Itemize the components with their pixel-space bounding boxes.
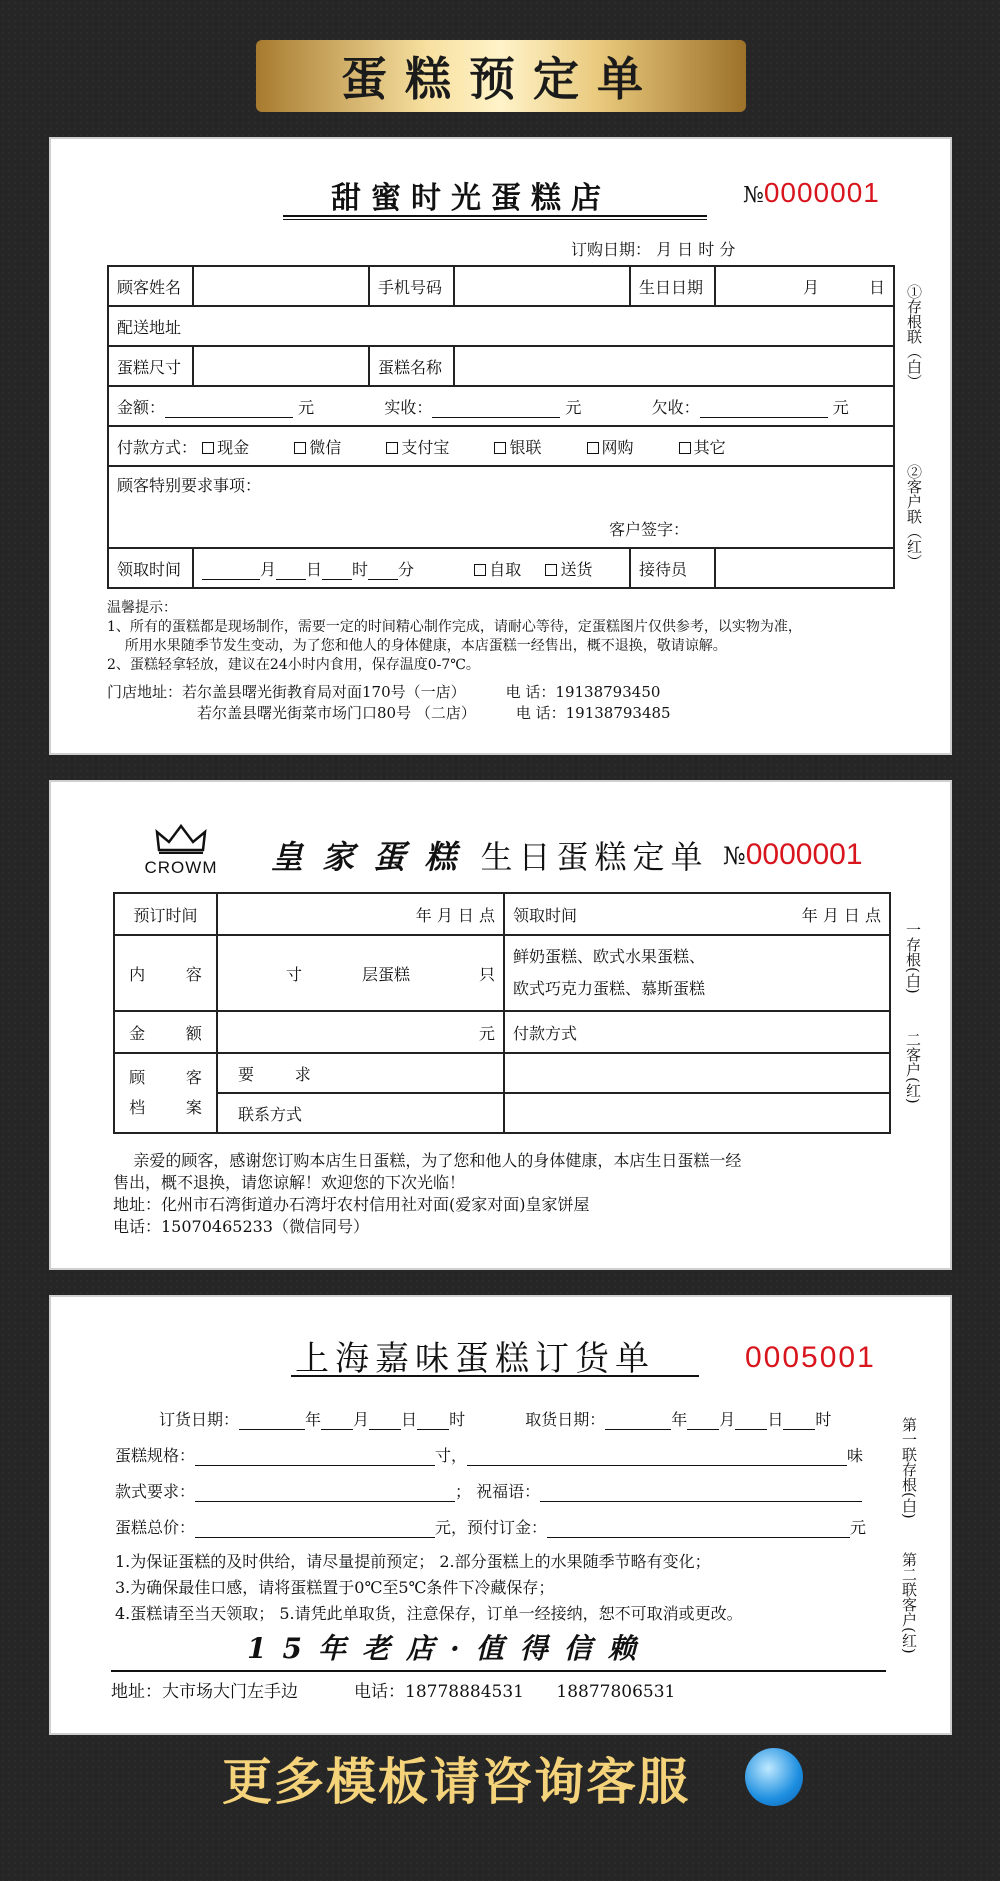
label-order-time: 预订时间 <box>114 893 217 935</box>
tel-2: 电 话：19138793485 <box>515 704 671 722</box>
tips <box>107 599 802 675</box>
crown-logo <box>141 824 221 878</box>
checkbox-icon <box>294 442 306 454</box>
label-cake-name: 蛋糕名称 <box>369 346 454 386</box>
note-line: 4.蛋糕请至当天领取； 5.请凭此单取货，注意保存，订单一经接纳，恕不可取消或更改。 <box>115 1604 743 1623</box>
tel-1: 电 话：19138793450 <box>505 683 661 701</box>
price-row[interactable] <box>115 1515 866 1538</box>
label-owed: 欠收： <box>651 397 700 417</box>
customer-service-icon[interactable] <box>745 1748 803 1806</box>
addr-label: 门店地址： <box>107 683 183 701</box>
field-contact[interactable] <box>504 1093 890 1133</box>
blank-line <box>239 1429 305 1430</box>
blank-line <box>467 1465 847 1466</box>
date-row[interactable] <box>159 1407 831 1430</box>
order-table <box>107 265 895 589</box>
label-paid: 实收： <box>384 397 433 417</box>
footer-cta <box>0 1742 1000 1814</box>
blank-line <box>540 1501 862 1502</box>
note-line: 3.为确保最佳口感，请将蛋糕置于0℃至5℃条件下冷藏保存； <box>115 1578 555 1597</box>
serial-number <box>743 177 880 209</box>
pickup-line <box>322 579 352 580</box>
shanghai-title: 上海嘉味蛋糕订货单 <box>295 1339 655 1379</box>
label-cake-size: 蛋糕尺寸 <box>108 346 193 386</box>
label-birthday: 生日日期 <box>630 266 715 306</box>
label-payment-2[interactable]: 付款方式 <box>504 1011 890 1053</box>
serial-value: 0000001 <box>745 838 863 871</box>
pay-unionpay[interactable] <box>494 438 541 457</box>
label-pick-time: 领取时间 <box>513 905 578 925</box>
pickup-hour: 时 <box>352 559 369 579</box>
blank-line <box>369 1429 401 1430</box>
label-amount-2: 金 额 <box>114 1011 217 1053</box>
unit-3: 元 <box>832 397 849 417</box>
notice-line-1: 亲爱的顾客，感谢您订购本店生日蛋糕，为了您和他人的身体健康，本店生日蛋糕一经 <box>113 1151 742 1170</box>
deliver-label: 送货 <box>560 559 593 579</box>
self-label: 自取 <box>489 559 522 579</box>
banner-title: 蛋糕预定单 <box>341 52 661 106</box>
pay-other[interactable] <box>679 438 726 457</box>
checkbox-icon <box>202 442 214 454</box>
unit-taste: 味 <box>847 1446 864 1465</box>
brand-name: 皇 家 蛋 糕 <box>271 838 461 876</box>
label-pick-date: 取货日期： <box>525 1410 606 1429</box>
pay-alipay[interactable] <box>386 438 449 457</box>
pickup-month: 月 <box>260 559 277 579</box>
field-content[interactable] <box>217 935 504 1011</box>
unit-piece: 只 <box>478 964 495 984</box>
unit-1: 元 <box>298 397 315 417</box>
spec-row[interactable] <box>115 1443 863 1466</box>
unit-hour: 时 <box>815 1410 832 1429</box>
field-phone[interactable] <box>454 266 630 306</box>
amount-row[interactable] <box>108 386 894 426</box>
field-cake-name[interactable] <box>454 346 894 386</box>
label-amount: 金额： <box>117 397 166 417</box>
title-underline-3 <box>291 1375 699 1377</box>
side-label-customer-2: 二客户(红) <box>904 1032 922 1104</box>
form-name: 生日蛋糕定单 <box>480 838 709 876</box>
blank-line <box>783 1429 815 1430</box>
pickup-line <box>368 579 398 580</box>
side-label-customer: ②客户联（红） <box>905 464 923 569</box>
checkbox-icon <box>545 564 557 576</box>
pay-label: 现金 <box>217 437 250 457</box>
pickup-day: 日 <box>306 559 323 579</box>
pay-cash[interactable] <box>202 438 249 457</box>
unit-day: 日 <box>401 1410 418 1429</box>
unit-inch: 寸 <box>286 964 303 984</box>
order-form-royal-cake <box>49 780 952 1270</box>
owed-line <box>700 417 828 418</box>
label-requirement: 要 求 <box>217 1053 504 1093</box>
field-requirement[interactable] <box>504 1053 890 1093</box>
note-line: 1.为保证蛋糕的及时供给，请尽量提前预定； 2.部分蛋糕上的水果随季节略有变化； <box>115 1552 711 1571</box>
field-birthday[interactable] <box>715 266 894 306</box>
field-pickup[interactable] <box>504 893 890 935</box>
option-delivery[interactable] <box>545 560 592 579</box>
blank-line <box>417 1429 449 1430</box>
unit-year: 年 <box>305 1410 322 1429</box>
pickup-line <box>202 579 260 580</box>
pay-label: 银联 <box>509 437 542 457</box>
shop-name: 甜蜜时光蛋糕店 <box>331 181 611 216</box>
blank-line <box>321 1429 353 1430</box>
blank-line <box>195 1501 455 1502</box>
tips-title: 温馨提示： <box>107 600 177 616</box>
birthday-day: 日 <box>868 277 885 297</box>
royal-address: 地址：化州市石湾街道办石湾圩农村信用社对面(爱家对面)皇家饼屋 <box>113 1195 590 1214</box>
order-form-sweet-time <box>49 137 952 755</box>
pay-label: 其它 <box>693 437 726 457</box>
title-banner <box>256 40 746 112</box>
field-pickup-time[interactable] <box>193 548 630 588</box>
serial-prefix: № <box>723 842 746 870</box>
footer-text: 更多模板请咨询客服 <box>222 1753 690 1811</box>
serial-value: 0000001 <box>763 177 880 208</box>
blank-line <box>195 1537 435 1538</box>
royal-order-table <box>113 892 891 1134</box>
tip-line: 2、蛋糕轻拿轻放，建议在24小时内食用，保存温度0-7℃。 <box>107 657 480 673</box>
label-order-date: 订货日期： <box>159 1410 240 1429</box>
royal-phone: 电话：15070465233（微信同号） <box>113 1217 369 1236</box>
pay-label: 支付宝 <box>401 437 450 457</box>
blank-line <box>735 1429 767 1430</box>
crown-icon <box>155 824 207 854</box>
pickup-minute: 分 <box>398 559 415 579</box>
field-amount-2[interactable]: 元 <box>217 1011 504 1053</box>
tip-line: 1、所有的蛋糕都是现场制作，需要一定的时间精心制作完成，请耐心等待，定蛋糕图片仅供参考，以实物为准， <box>107 619 802 635</box>
option-self-pickup[interactable] <box>474 560 521 579</box>
pay-label: 微信 <box>309 437 342 457</box>
notes <box>115 1549 743 1627</box>
pay-label: 网购 <box>601 437 634 457</box>
serial-number-2 <box>723 838 863 872</box>
unit-month: 月 <box>353 1410 370 1429</box>
store-address <box>107 682 671 724</box>
label-contact: 联系方式 <box>217 1093 504 1133</box>
order-form-shanghai-jiawei <box>49 1295 952 1735</box>
unit-hour: 时 <box>449 1410 466 1429</box>
label-customer-name: 顾客姓名 <box>108 266 193 306</box>
slogan-underline <box>111 1670 886 1672</box>
checkbox-icon <box>679 442 691 454</box>
checkbox-icon <box>386 442 398 454</box>
serial-prefix: № <box>743 183 764 208</box>
label-address[interactable]: 配送地址 <box>108 306 894 346</box>
birthday-month: 月 <box>802 277 819 297</box>
label-customer-file: 顾 客 档 案 <box>114 1053 217 1133</box>
royal-notice <box>113 1150 741 1238</box>
side-label-customer-3: 第二联客户(红) <box>900 1552 918 1654</box>
field-staff[interactable] <box>715 548 894 588</box>
addr-1: 若尔盖县曙光街教育局对面170号（一店） <box>182 683 466 701</box>
contact-row <box>111 1677 675 1702</box>
checkbox-icon <box>494 442 506 454</box>
serial-value-3: 0005001 <box>745 1341 876 1374</box>
pay-online[interactable] <box>587 438 634 457</box>
pickup-line <box>276 579 306 580</box>
side-label-stub-2: 一存根(白) <box>904 922 922 994</box>
slogan: 15年老店·值得信赖 <box>247 1632 652 1665</box>
blank-line <box>195 1465 435 1466</box>
pick-ymdh: 年 月 日 点 <box>801 905 881 925</box>
types-line-1: 鲜奶蛋糕、欧式水果蛋糕、 <box>513 947 706 966</box>
label-signature: 客户签字： <box>609 520 690 539</box>
field-cake-size[interactable] <box>193 346 369 386</box>
unit-inch-3: 寸， <box>435 1446 468 1465</box>
label-blessing: ； 祝福语： <box>455 1482 541 1501</box>
label-pickup-time: 领取时间 <box>108 548 193 588</box>
unit-2: 元 <box>565 397 582 417</box>
shanghai-phone: 电话：18778884531 18877806531 <box>354 1682 676 1702</box>
checkbox-icon <box>474 564 486 576</box>
order-date: 订购日期： 月 日 时 分 <box>571 240 736 259</box>
label-deposit: 元，预付订金： <box>435 1518 548 1537</box>
side-label-stub: ①存根联（白） <box>905 284 923 389</box>
royal-title <box>271 832 708 878</box>
blank-line <box>687 1429 719 1430</box>
unit-day: 日 <box>767 1410 784 1429</box>
label-staff: 接待员 <box>630 548 715 588</box>
side-label-stub-3: 第一联存根(白) <box>900 1417 918 1519</box>
special-request[interactable] <box>108 466 894 548</box>
shanghai-address: 地址：大市场大门左手边 <box>111 1682 298 1702</box>
pay-wechat[interactable] <box>294 438 341 457</box>
addr-2: 若尔盖县曙光街菜市场门口80号 （二店） <box>197 704 476 722</box>
label-style: 款式要求： <box>115 1482 196 1501</box>
notice-line-2: 售出，概不退换，请您谅解！欢迎您的下次光临！ <box>113 1173 466 1192</box>
style-row[interactable] <box>115 1479 862 1502</box>
field-customer-name[interactable] <box>193 266 369 306</box>
unit-yuan-3: 元 <box>850 1518 867 1537</box>
label-content: 内 容 <box>114 935 217 1011</box>
logo-text: CROWM <box>144 858 218 877</box>
types-line-2: 欧式巧克力蛋糕、慕斯蛋糕 <box>513 979 706 998</box>
unit-layer: 层蛋糕 <box>362 964 411 984</box>
field-order-time[interactable]: 年 月 日 点 <box>217 893 504 935</box>
blank-line <box>605 1429 671 1430</box>
amount-line <box>165 417 293 418</box>
label-phone: 手机号码 <box>369 266 454 306</box>
unit-year: 年 <box>671 1410 688 1429</box>
label-special: 顾客特别要求事项： <box>117 476 262 495</box>
cake-types <box>504 935 890 1011</box>
label-total: 蛋糕总价： <box>115 1518 196 1537</box>
paid-line <box>432 417 560 418</box>
blank-line <box>547 1537 850 1538</box>
label-spec: 蛋糕规格： <box>115 1446 196 1465</box>
unit-month: 月 <box>719 1410 736 1429</box>
label-payment: 付款方式： <box>117 437 198 457</box>
tip-line: 所用水果随季节发生变动，为了您和他人的身体健康，本店蛋糕一经售出，概不退换，敬请谅解。 <box>107 638 727 654</box>
checkbox-icon <box>587 442 599 454</box>
title-underline <box>283 215 707 220</box>
payment-row <box>108 426 894 466</box>
